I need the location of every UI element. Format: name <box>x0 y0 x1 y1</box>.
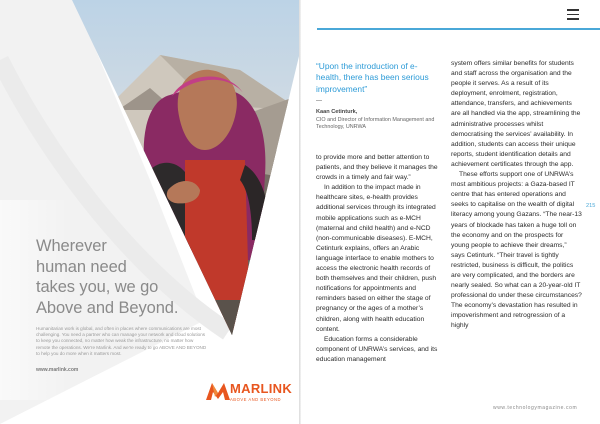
ad-link[interactable]: www.marlink.com <box>36 367 79 373</box>
page-number: 215 <box>586 203 596 209</box>
hamburger-icon[interactable] <box>567 9 579 20</box>
paragraph: Education forms a considerable component of UNRWA’s services, and its education management <box>316 335 438 363</box>
header-rule <box>317 28 600 30</box>
ad-tagline-line: human need <box>36 257 127 276</box>
article-column-1 <box>316 153 444 365</box>
logo-word-part: MAR <box>230 381 261 396</box>
marlink-logo-icon <box>205 380 231 402</box>
paragraph: These efforts support one of UNRWA’s most ambitious projects: a Gaza-based IT centre that has entered operations and seeks to capitalise on the wealth of digital literacy among young Gazans. “The near-13 years of blockade has taken a huge toll on the economy and on the prospects for young people to achieve their dreams,” says Cetinturk. “Their travel is tightly restricted, business is difficult, the politics are very complicated, and the borders are nearly sealed. So what can a 20-year-old IT professional do under these circumstances? The economy’s devastation has resulted in impoverishment and retrogression of a highly <box>451 171 582 330</box>
quote-dash: — <box>316 98 322 104</box>
footer-link[interactable]: www.technologymagazine.com <box>493 405 578 411</box>
pull-quote: “Upon the introduction of e-health, there has been serious improvement” <box>316 61 429 94</box>
ad-tagline-line: Wherever <box>36 237 107 255</box>
ad-tagline-line: takes you, we go <box>36 278 159 296</box>
article-column-2 <box>451 59 582 332</box>
marlink-logo <box>230 381 292 396</box>
paragraph: system offers similar benefits for students and staff across the organisation and the people it serves. As a result of its deployment, enrolment, registration, attendance, transfers, and achievements are all handled via the app, streamlining the administrative processes whilst democratising the services’ availability. In addition, students can access their unique reports, student identification details and achievement certificates through the app. <box>451 60 581 168</box>
logo-word-part: LINK <box>260 381 293 396</box>
quote-author-name: Kaan Cetinturk, <box>316 109 358 115</box>
quote-author-role: CIO and Director of Information Management and Technology, UNRWA <box>316 117 435 131</box>
paragraph: to provide more and better attention to patients, and they believe it manages the crowds in a timely and fair way.” <box>316 154 438 182</box>
ad-body-text: Humanitarian work is global, and often in places where communications are most challenging. You need a partner who can manage your network and cloud solutions to keep you connected, no matter how weak the infrastructure, no matter how remote the operations. We're Marlink. And we're ready to go ABOVE AND BEYOND to help you do more when it matters most. <box>36 326 207 356</box>
ad-tagline <box>36 236 286 318</box>
ad-tagline-line: Above and Beyond. <box>36 298 179 317</box>
article-page <box>301 0 600 424</box>
logo-subline: ABOVE AND BEYOND <box>230 397 282 402</box>
paragraph: In addition to the impact made in healthcare sites, e-health provides additional services through its integrated mobile applications such as e-MCH (maternal and child health) and e-NCD (non-communicable diseases). E-MCH, Cetinturk explains, offers an Arabic language interface to enable mothers to access the electronic health records of both themselves and their children, push notifications for appointments and reminders based on either the stage of pregnancy or the ages of a mother’s children, along with health education content. <box>316 184 437 333</box>
